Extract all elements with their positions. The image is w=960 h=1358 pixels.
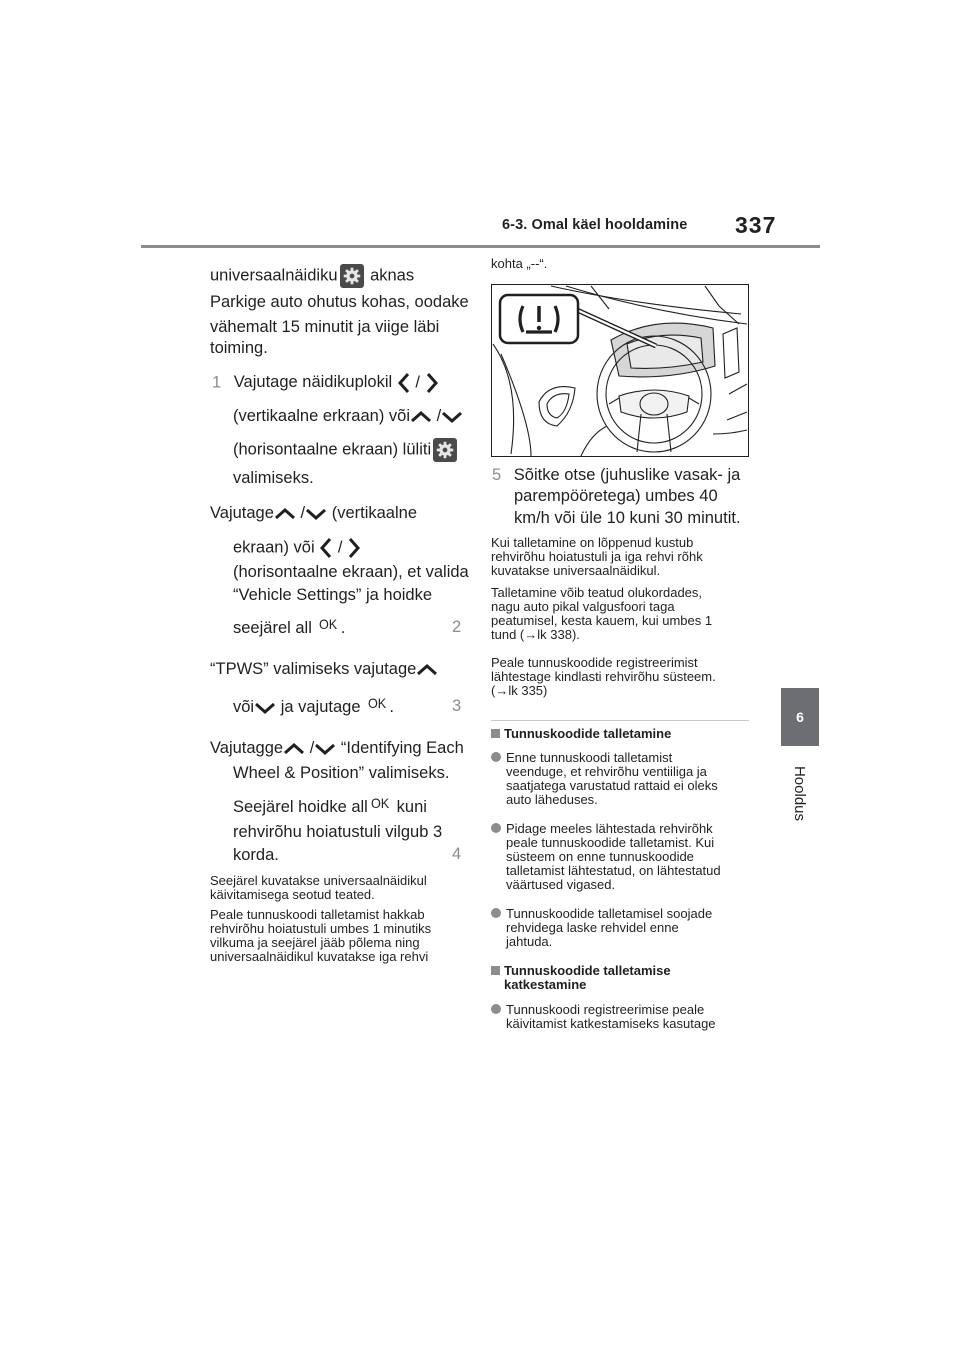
- chevron-up-icon: [410, 410, 432, 424]
- heading-storing-codes: Tunnuskoodide talletamine: [491, 727, 671, 741]
- chapter-label-text: Hooldus: [791, 765, 809, 821]
- step-4-line-3: Seejärel hoidke all OK kuni: [233, 795, 427, 816]
- chevron-down-icon: [314, 742, 336, 756]
- step-1-line-4: valimiseks.: [233, 469, 314, 487]
- bullet-dot-icon: [491, 908, 501, 918]
- square-bullet-icon: [491, 966, 500, 975]
- chapter-tab: [781, 688, 819, 746]
- bullet-4: Tunnuskoodi registreerimise peale käivitamist katkestamiseks kasutage: [491, 1003, 716, 1031]
- intro-para-line-3: toiming.: [210, 339, 268, 357]
- heading-cancel-storing: Tunnuskoodide talletamise katkestamine: [491, 964, 671, 992]
- step-5-line-2: parempööretega) umbes 40: [514, 487, 718, 505]
- chevron-left-icon: [319, 537, 333, 559]
- step-3-line-2: või ja vajutage OK .: [233, 695, 394, 716]
- step-1-line-3: (horisontaalne ekraan) lüliti: [233, 438, 459, 462]
- chevron-down-icon: [254, 701, 276, 715]
- chevron-up-icon: [283, 742, 305, 756]
- step-2-line-1: Vajutage / (vertikaalne: [210, 504, 417, 522]
- gear-icon: [340, 264, 364, 288]
- step-2-line-3: (horisontaalne ekraan), et valida: [233, 563, 469, 581]
- step-2-line-5: seejärel all OK .: [233, 616, 346, 637]
- step-3-number: 3: [452, 697, 462, 715]
- step-3-line-1: “TPWS” valimiseks vajutage: [210, 659, 438, 679]
- chevron-down-icon: [305, 507, 327, 521]
- page-link-335[interactable]: lk 335: [508, 683, 544, 698]
- note-4: Talletamine võib teatud olukordades, nagu auto pikal valgusfoori taga peatumisel, kesta kauem, kui umbes 1 tund (→lk 338).: [491, 585, 713, 642]
- step-1-number: 1: [212, 373, 222, 392]
- arrow-icon: →: [495, 683, 509, 698]
- step-2-line-2: ekraan) või /: [233, 537, 361, 559]
- step-4-line-4: rehvirõhu hoiatustuli vilgub 3: [233, 823, 443, 841]
- step-4-number: 4: [452, 845, 462, 863]
- continuation-text: kohta „--“.: [491, 256, 548, 271]
- square-bullet-icon: [491, 729, 500, 738]
- step-2-number: 2: [452, 618, 462, 636]
- page-number: 337: [735, 212, 777, 238]
- step-1-line-1: 1 Vajutage näidikuplokil /: [212, 372, 439, 394]
- step-1-line-2: (vertikaalne erkraan) või /: [233, 406, 463, 426]
- note-5: Peale tunnuskoodide registreerimist lähtestage kindlasti rehvirõhu süsteem. (→lk 335): [491, 655, 716, 698]
- dashboard-illustration: [491, 284, 749, 457]
- ok-button-icon: OK: [319, 616, 338, 632]
- section-title: 6-3. Omal käel hooldamine: [502, 217, 688, 233]
- chapter-number: 6: [796, 709, 804, 725]
- bullet-dot-icon: [491, 752, 501, 762]
- step-5-number: 5: [492, 466, 502, 484]
- step-4-line-5: korda.: [233, 846, 279, 864]
- step-5-line-3: km/h või üle 10 kuni 30 minutit.: [514, 509, 741, 527]
- bullet-1: Enne tunnuskoodi talletamist veenduge, et rehvirõhu ventiiliga ja saatjatega varustatud rattaid ei oleks auto läheduses.: [491, 751, 718, 807]
- chevron-right-icon: [347, 537, 361, 559]
- header-rule: [141, 245, 820, 248]
- chevron-right-icon: [425, 372, 439, 394]
- chevron-up-icon: [274, 507, 296, 521]
- bullet-2: Pidage meeles lähtestada rehvirõhk peale tunnuskoodide talletamist. Kui süsteem on enne tunnuskoodide talletamist lähtestatud, on lähtestatud väärtused vigased.: [491, 822, 721, 892]
- ok-button-icon: OK: [368, 695, 387, 711]
- chapter-label: [782, 758, 818, 828]
- intro-para-line-2: vähemalt 15 minutit ja viige läbi: [210, 318, 440, 336]
- chevron-left-icon: [397, 372, 411, 394]
- gear-icon: [433, 438, 457, 462]
- note-3: Kui talletamine on lõppenud kustub rehvirõhu hoiatustuli ja iga rehvi rõhk kuvatakse universaalnäidikul.: [491, 535, 703, 578]
- bullet-dot-icon: [491, 1004, 501, 1014]
- step-2-line-4: “Vehicle Settings” ja hoidke: [233, 586, 433, 604]
- arrow-icon: →: [524, 627, 538, 642]
- chevron-up-icon: [416, 663, 438, 677]
- intro-line-1: universaalnäidiku aknas: [210, 264, 414, 288]
- note-2: Peale tunnuskoodi talletamist hakkab rehvirõhu hoiatustuli umbes 1 minutiks vilkuma ja seejärel jääb põlema ning universaalnäidikul kuvatakse iga rehvi: [210, 907, 432, 964]
- step-4-line-2: Wheel & Position” valimiseks.: [233, 764, 450, 782]
- chevron-down-icon: [441, 410, 463, 424]
- note-1: Seejärel kuvatakse universaalnäidikul käivitamisega seotud teated.: [210, 873, 427, 902]
- step-5-line-1: 5 Sõitke otse (juhuslike vasak- ja: [492, 466, 741, 484]
- bullet-3: Tunnuskoodide talletamisel soojade rehvidega laske rehvidel enne jahtuda.: [491, 907, 712, 949]
- page-link-338[interactable]: lk 338: [537, 627, 572, 642]
- bullet-dot-icon: [491, 823, 501, 833]
- section-divider: [491, 720, 749, 721]
- intro-para-line-1: Parkige auto ohutus kohas, oodake: [210, 293, 469, 311]
- ok-button-icon: OK: [370, 795, 390, 811]
- step-4-line-1: Vajutagge / “Identifying Each: [210, 739, 464, 757]
